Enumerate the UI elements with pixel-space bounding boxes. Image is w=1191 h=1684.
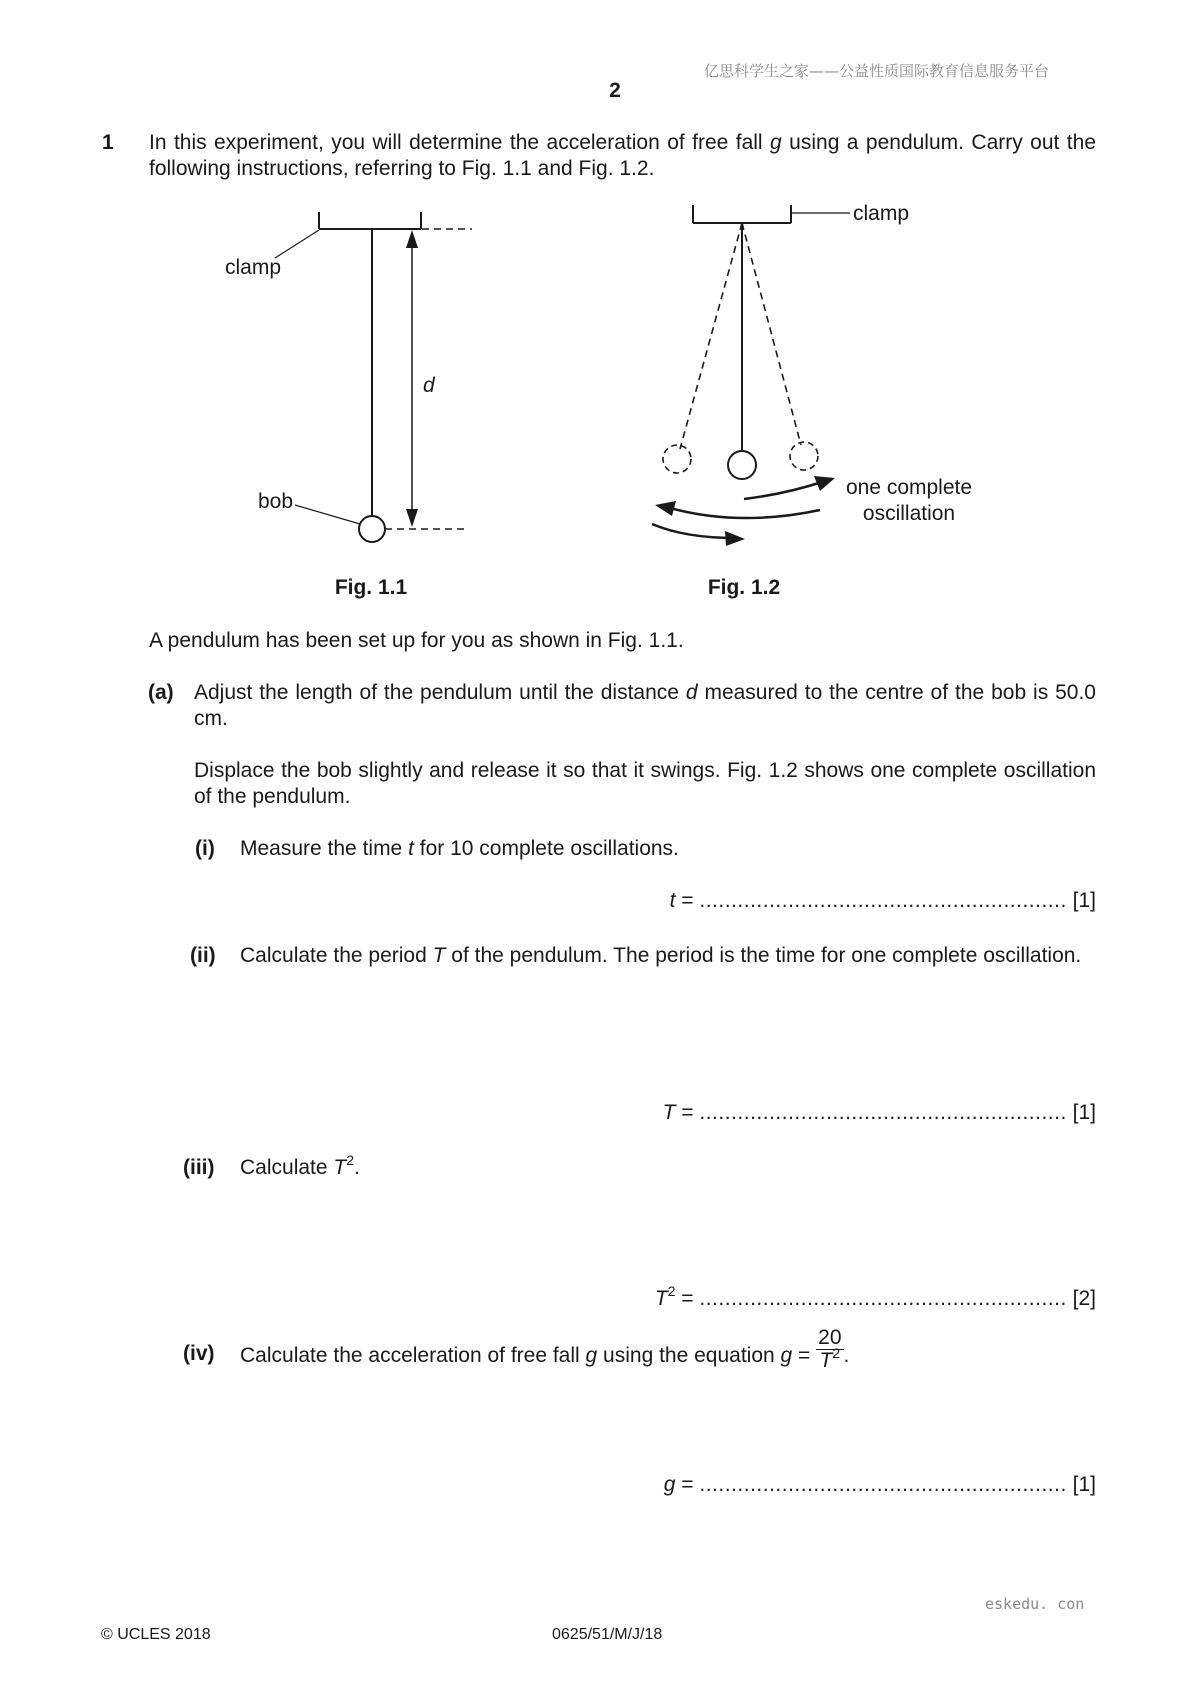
arrow-down-head (406, 509, 418, 527)
sub-i-label: (i) (195, 837, 215, 860)
sub-i-text: Measure the time t for 10 complete oscillations. (240, 837, 679, 860)
marks: [2] (1072, 1287, 1096, 1310)
arrowhead-right-2 (725, 531, 745, 546)
fig1-bob-label: bob (258, 490, 294, 513)
part-a-text-2: Displace the bob slightly and release it so that it swings. Fig. 1.2 shows one complete oscillation of the pendulum. (194, 759, 1096, 808)
fig2-clamp-label: clamp (853, 202, 910, 225)
sub-ii-text: Calculate the period T of the pendulum. The period is the time for one complete oscillation. (240, 944, 1082, 967)
question-intro: In this experiment, you will determine the acceleration of free fall g using a pendulum. Carry out the following instructions, referring to Fig. 1.1 and Fig. 1.2. (149, 131, 1096, 180)
swing-arc-1 (744, 482, 822, 499)
fig2-oscillation-label-line1: one complete (845, 476, 973, 499)
arrow-up-head (406, 230, 418, 248)
fig-1-1-caption: Fig. 1.1 (334, 576, 408, 599)
answer-line-g[interactable]: g = .......................................................... [1] (663, 1473, 1096, 1496)
answer-dots: .......................................................... (699, 889, 1067, 912)
fig2-oscillation-label-line2: oscillation (862, 502, 956, 525)
sub-iii-text: Calculate $T^2$. (240, 1152, 360, 1179)
answer-dots: .......................................................... (699, 1473, 1067, 1496)
pendulum-bob-right (790, 442, 818, 470)
part-a-text: Adjust the length of the pendulum until the distance d measured to the centre of the bob is 50.0 cm. (194, 681, 1096, 730)
watermark-bottom: eskedu. con (985, 1595, 1085, 1613)
sub-iv-text: Calculate the acceleration of free fall g using the equation g = $\frac{20}{T^2}$ . (240, 1326, 850, 1372)
marks: [1] (1072, 889, 1096, 912)
pendulum-string-right (742, 223, 801, 445)
arrowhead-left (655, 501, 676, 516)
marks: [1] (1072, 1473, 1096, 1496)
footer-code: 0625/51/M/J/18 (552, 1626, 663, 1643)
watermark-top: 亿思科学生之家——公益性质国际教育信息服务平台 (704, 62, 1050, 80)
arrowhead-right-1 (814, 476, 835, 491)
setup-text: A pendulum has been set up for you as shown in Fig. 1.1. (149, 629, 684, 652)
fig-1-2-caption: Fig. 1.2 (707, 576, 781, 599)
equation-fraction: $\frac{20}{T^2}$ (818, 1326, 842, 1372)
pendulum-string-left (680, 223, 742, 449)
pendulum-bob (359, 516, 385, 542)
footer-copyright: © UCLES 2018 (101, 1626, 211, 1643)
marks: [1] (1072, 1101, 1096, 1124)
answer-line-t[interactable]: t = .......................................................... [1] (669, 889, 1096, 912)
sub-iv-label: (iv) (183, 1342, 215, 1365)
answer-dots: .......................................................... (699, 1287, 1067, 1310)
answer-line-T[interactable]: T = .......................................................... [1] (662, 1101, 1096, 1124)
pendulum-bob-center (728, 451, 756, 479)
answer-dots: .......................................................... (699, 1101, 1067, 1124)
pendulum-figures (0, 190, 1191, 620)
sub-ii-label: (ii) (190, 944, 216, 967)
answer-line-T-squared[interactable]: $T^2$ = .......................................................... [2] (654, 1283, 1096, 1310)
page-number: 2 (609, 79, 621, 102)
fig1-d-label: d (423, 374, 435, 397)
fig1-clamp-label: clamp (225, 256, 282, 279)
fig-1-1-diagram (275, 212, 472, 542)
swing-arc-2 (670, 508, 820, 518)
part-a-label: (a) (148, 681, 174, 704)
sub-iii-label: (iii) (183, 1156, 215, 1179)
pendulum-bob-left (663, 445, 691, 473)
swing-arc-3 (652, 524, 735, 538)
bob-leader-line (295, 505, 360, 524)
question-number: 1 (102, 131, 114, 154)
clamp-leader-line (275, 230, 319, 258)
